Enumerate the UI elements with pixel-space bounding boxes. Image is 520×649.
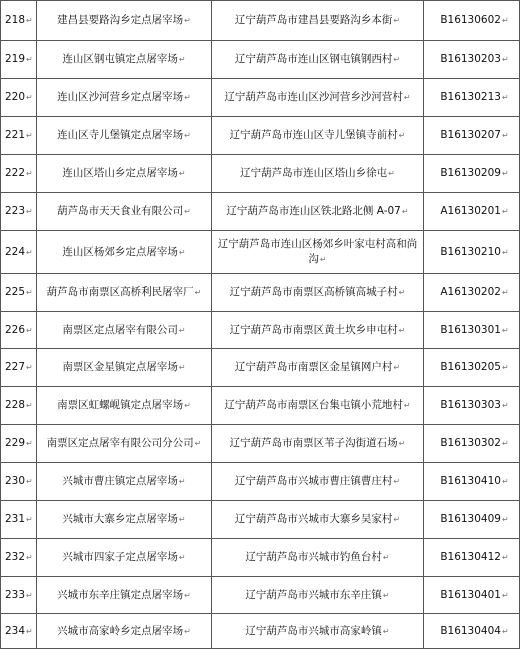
facility-name-cell: [37, 231, 212, 274]
paragraph-mark: ↵: [501, 590, 509, 600]
row-number-cell: [1, 539, 37, 577]
facility-address: 辽宁葫芦岛市兴城市东辛庄镇: [245, 588, 382, 601]
paragraph-mark: ↵: [26, 247, 33, 257]
row-number-cell: [1, 463, 37, 501]
paragraph-mark: ↵: [501, 288, 509, 297]
paragraph-mark: ↵: [26, 93, 33, 102]
paragraph-mark: ↵: [26, 169, 33, 178]
facility-address: 辽宁葫芦岛市连山区塔山乡徐屯: [240, 167, 388, 179]
facility-code: B16130207: [440, 129, 501, 141]
paragraph-mark: ↵: [398, 131, 406, 140]
facility-code: B16130213: [440, 91, 501, 103]
paragraph-mark: ↵: [382, 590, 390, 600]
row-number-cell: [1, 577, 37, 614]
table-row: [1, 425, 520, 463]
facility-code: B16130209: [440, 167, 501, 179]
paragraph-mark: ↵: [178, 169, 186, 178]
table-row: [1, 1, 520, 41]
paragraph-mark: ↵: [319, 255, 327, 264]
paragraph-mark: ↵: [26, 626, 33, 636]
facility-name: 兴城市曹庄镇定点屠宰场: [62, 475, 178, 487]
facility-address-cell: [212, 349, 424, 387]
facility-address: 辽宁葫芦岛市连山区杨郊乡叶家屯村高和尚沟: [217, 238, 418, 265]
facility-address-cell: [212, 312, 424, 349]
facility-name-cell: [37, 614, 212, 649]
facility-address: 辽宁葫芦岛市建昌县要路沟乡本街: [234, 14, 393, 26]
row-number: 229: [5, 437, 26, 449]
facility-code: A16130201: [440, 205, 501, 217]
row-number: 234: [5, 624, 26, 637]
facility-address: 辽宁葫芦岛市南票区高桥镇高城子村: [229, 286, 398, 298]
paragraph-mark: ↵: [184, 16, 191, 25]
paragraph-mark: ↵: [194, 288, 202, 297]
paragraph-mark: ↵: [184, 131, 191, 140]
paragraph-mark: ↵: [403, 93, 411, 102]
paragraph-mark: ↵: [403, 401, 411, 410]
facility-name: 葫芦岛市天天食业有限公司: [57, 205, 184, 217]
facility-name: 葫芦岛市南票区高桥利民屠宰厂: [46, 286, 194, 298]
facility-name-cell: [37, 79, 212, 117]
paragraph-mark: ↵: [178, 247, 186, 257]
row-number-cell: [1, 387, 37, 425]
facility-address-cell: [212, 231, 424, 274]
paragraph-mark: ↵: [184, 207, 191, 216]
paragraph-mark: ↵: [501, 169, 509, 178]
paragraph-mark: ↵: [501, 247, 509, 257]
facility-name-cell: [37, 577, 212, 614]
paragraph-mark: ↵: [194, 439, 202, 448]
facility-address-cell: [212, 539, 424, 577]
paragraph-mark: ↵: [501, 16, 509, 25]
facility-name-cell: [37, 425, 212, 463]
facility-address-cell: [212, 41, 424, 79]
row-number-cell: [1, 614, 37, 649]
row-number: 227: [5, 361, 26, 373]
facility-code-cell: [424, 387, 520, 425]
facility-address: 辽宁葫芦岛市南票区黄土坎乡申屯村: [229, 323, 398, 336]
paragraph-mark: ↵: [26, 325, 33, 335]
facility-address-cell: [212, 387, 424, 425]
paragraph-mark: ↵: [178, 515, 186, 524]
paragraph-mark: ↵: [26, 553, 33, 562]
paragraph-mark: ↵: [26, 477, 33, 486]
facility-name: 兴城市高家岭乡定点屠宰场: [57, 624, 184, 637]
paragraph-mark: ↵: [26, 131, 33, 140]
facility-address: 辽宁葫芦岛市南票区台集屯镇小荒地村: [224, 399, 403, 411]
facility-name-cell: [37, 387, 212, 425]
facility-address: 辽宁葫芦岛市南票区金星镇网户村: [234, 361, 393, 373]
facility-name: 兴城市大寨乡定点屠宰场: [62, 513, 178, 525]
facility-address: 辽宁葫芦岛市连山区铁北路北侧 A-07: [226, 205, 401, 217]
row-number: 222: [5, 167, 26, 179]
paragraph-mark: ↵: [401, 207, 409, 216]
facility-code-cell: [424, 614, 520, 649]
facility-address-cell: [212, 577, 424, 614]
facility-code-cell: [424, 155, 520, 193]
row-number: 230: [5, 475, 26, 487]
facility-address: 辽宁葫芦岛市兴城市高家岭镇: [245, 624, 382, 637]
facility-address-cell: [212, 1, 424, 41]
paragraph-mark: ↵: [26, 288, 33, 297]
facility-address-cell: [212, 614, 424, 649]
paragraph-mark: ↵: [184, 590, 191, 600]
paragraph-mark: ↵: [388, 169, 395, 178]
facility-name: 南票区金星镇定点屠宰场: [62, 361, 178, 373]
row-number: 219: [5, 53, 26, 65]
table-row: [1, 539, 520, 577]
row-number: 231: [5, 513, 26, 525]
facility-address: 辽宁葫芦岛市连山区钢屯镇钢西村: [234, 53, 393, 65]
row-number-cell: [1, 231, 37, 274]
paragraph-mark: ↵: [26, 439, 33, 448]
row-number-cell: [1, 41, 37, 79]
facility-code: B16130412: [440, 551, 501, 563]
facility-code: B16130210: [440, 245, 501, 258]
facility-name: 南票区定点屠宰有限公司分公司: [46, 437, 194, 449]
facility-address-cell: [212, 155, 424, 193]
table-row: [1, 41, 520, 79]
paragraph-mark: ↵: [178, 553, 186, 562]
paragraph-mark: ↵: [501, 325, 509, 335]
facility-name: 连山区钢屯镇定点屠宰场: [62, 53, 178, 65]
facility-code-cell: [424, 501, 520, 539]
row-number-cell: [1, 312, 37, 349]
paragraph-mark: ↵: [382, 553, 390, 562]
row-number-cell: [1, 274, 37, 312]
table-row: [1, 501, 520, 539]
facility-code: B16130205: [440, 361, 501, 373]
table-row: [1, 614, 520, 649]
paragraph-mark: ↵: [501, 626, 509, 636]
row-number-cell: [1, 117, 37, 155]
paragraph-mark: ↵: [393, 515, 401, 524]
row-number: 225: [5, 286, 26, 298]
row-number-cell: [1, 501, 37, 539]
paragraph-mark: ↵: [26, 16, 33, 25]
paragraph-mark: ↵: [178, 325, 186, 335]
paragraph-mark: ↵: [393, 55, 401, 64]
table-row: [1, 155, 520, 193]
facility-name: 连山区塔山乡定点屠宰场: [62, 167, 178, 179]
facility-code: A16130202: [440, 286, 501, 298]
paragraph-mark: ↵: [393, 16, 401, 25]
row-number-cell: [1, 349, 37, 387]
facility-name: 兴城市四家子定点屠宰场: [62, 551, 178, 563]
facility-address-cell: [212, 79, 424, 117]
row-number: 221: [5, 129, 26, 141]
facility-address-cell: [212, 463, 424, 501]
row-number-cell: [1, 79, 37, 117]
facility-code: B16130302: [440, 437, 501, 449]
facility-code-cell: [424, 349, 520, 387]
table-row: [1, 577, 520, 614]
table-row: [1, 117, 520, 155]
facility-name-cell: [37, 41, 212, 79]
paragraph-mark: ↵: [398, 439, 406, 448]
facility-code-cell: [424, 539, 520, 577]
paragraph-mark: ↵: [501, 131, 509, 140]
row-number: 232: [5, 551, 26, 563]
paragraph-mark: ↵: [501, 55, 509, 64]
table-row: [1, 387, 520, 425]
paragraph-mark: ↵: [26, 363, 33, 372]
paragraph-mark: ↵: [178, 363, 186, 372]
paragraph-mark: ↵: [184, 626, 191, 636]
facility-address-cell: [212, 425, 424, 463]
facility-code-cell: [424, 79, 520, 117]
table-body: [1, 1, 520, 649]
facility-code-cell: [424, 312, 520, 349]
facility-code-cell: [424, 274, 520, 312]
facility-address: 辽宁葫芦岛市兴城市大寨乡吴家村: [234, 513, 393, 525]
facility-address: 辽宁葫芦岛市南票区苇子沟街道石场: [229, 437, 398, 449]
row-number: 223: [5, 205, 26, 217]
facility-code: B16130410: [440, 475, 501, 487]
facility-name-cell: [37, 193, 212, 231]
facility-code-cell: [424, 193, 520, 231]
paragraph-mark: ↵: [393, 477, 401, 486]
facility-code-cell: [424, 1, 520, 41]
paragraph-mark: ↵: [26, 590, 33, 600]
facility-code-cell: [424, 577, 520, 614]
paragraph-mark: ↵: [501, 93, 509, 102]
facility-address: 辽宁葫芦岛市兴城市曹庄镇曹庄村: [234, 475, 393, 487]
facility-address-cell: [212, 117, 424, 155]
facility-address-cell: [212, 193, 424, 231]
facility-name: 连山区杨郊乡定点屠宰场: [62, 245, 178, 258]
row-number-cell: [1, 155, 37, 193]
table-row: [1, 79, 520, 117]
facility-name: 兴城市东辛庄镇定点屠宰场: [57, 588, 184, 601]
facility-name-cell: [37, 349, 212, 387]
facility-name-cell: [37, 155, 212, 193]
paragraph-mark: ↵: [501, 515, 509, 524]
row-number: 233: [5, 588, 26, 601]
paragraph-mark: ↵: [26, 207, 33, 216]
facility-address-cell: [212, 501, 424, 539]
table-row: [1, 274, 520, 312]
facility-name: 南票区定点屠宰有限公司: [62, 323, 178, 336]
paragraph-mark: ↵: [26, 515, 33, 524]
facility-address: 辽宁葫芦岛市兴城市钓鱼台村: [245, 551, 382, 563]
paragraph-mark: ↵: [178, 55, 186, 64]
facility-code-cell: [424, 117, 520, 155]
row-number: 228: [5, 399, 26, 411]
facility-code: B16130602: [440, 14, 501, 26]
facility-name-cell: [37, 501, 212, 539]
table-row: [1, 231, 520, 274]
facility-code-cell: [424, 425, 520, 463]
facility-code-cell: [424, 41, 520, 79]
paragraph-mark: ↵: [26, 401, 33, 410]
row-number: 226: [5, 323, 26, 336]
facility-address-cell: [212, 274, 424, 312]
facility-name-cell: [37, 312, 212, 349]
facility-name-cell: [37, 1, 212, 41]
paragraph-mark: ↵: [501, 363, 509, 372]
facility-name-cell: [37, 463, 212, 501]
table-row: [1, 193, 520, 231]
facility-address: 辽宁葫芦岛市连山区寺儿堡镇寺前村: [229, 129, 398, 141]
facility-name-cell: [37, 539, 212, 577]
row-number-cell: [1, 1, 37, 41]
facility-name: 连山区寺儿堡镇定点屠宰场: [57, 129, 184, 141]
table-row: [1, 349, 520, 387]
paragraph-mark: ↵: [398, 288, 406, 297]
paragraph-mark: ↵: [178, 477, 186, 486]
facility-name: 建昌县要路沟乡定点屠宰场: [57, 14, 184, 26]
facility-code: B16130409: [440, 513, 501, 525]
row-number-cell: [1, 193, 37, 231]
paragraph-mark: ↵: [501, 553, 509, 562]
facility-code: B16130401: [440, 588, 501, 601]
row-number-cell: [1, 425, 37, 463]
facility-code: B16130203: [440, 53, 501, 65]
facility-name-cell: [37, 274, 212, 312]
table-row: [1, 463, 520, 501]
paragraph-mark: ↵: [501, 207, 509, 216]
paragraph-mark: ↵: [501, 401, 509, 410]
row-number: 218: [5, 14, 26, 26]
facility-code-cell: [424, 231, 520, 274]
paragraph-mark: ↵: [184, 401, 191, 410]
paragraph-mark: ↵: [184, 93, 191, 102]
facility-code: B16130303: [440, 399, 501, 411]
facility-code: B16130404: [440, 624, 501, 637]
facility-code-cell: [424, 463, 520, 501]
facility-address: 辽宁葫芦岛市连山区沙河营乡沙河营村: [224, 91, 403, 103]
row-number: 220: [5, 91, 26, 103]
paragraph-mark: ↵: [501, 439, 509, 448]
table-row: [1, 312, 520, 349]
facility-name-cell: [37, 117, 212, 155]
paragraph-mark: ↵: [393, 363, 401, 372]
facility-name: 南票区虹螺岘镇定点屠宰场: [57, 399, 184, 411]
facility-code: B16130301: [440, 323, 501, 336]
paragraph-mark: ↵: [382, 626, 390, 636]
facility-name: 连山区沙河营乡定点屠宰场: [57, 91, 184, 103]
paragraph-mark: ↵: [501, 477, 509, 486]
row-number: 224: [5, 245, 26, 258]
paragraph-mark: ↵: [26, 55, 33, 64]
paragraph-mark: ↵: [398, 325, 406, 335]
